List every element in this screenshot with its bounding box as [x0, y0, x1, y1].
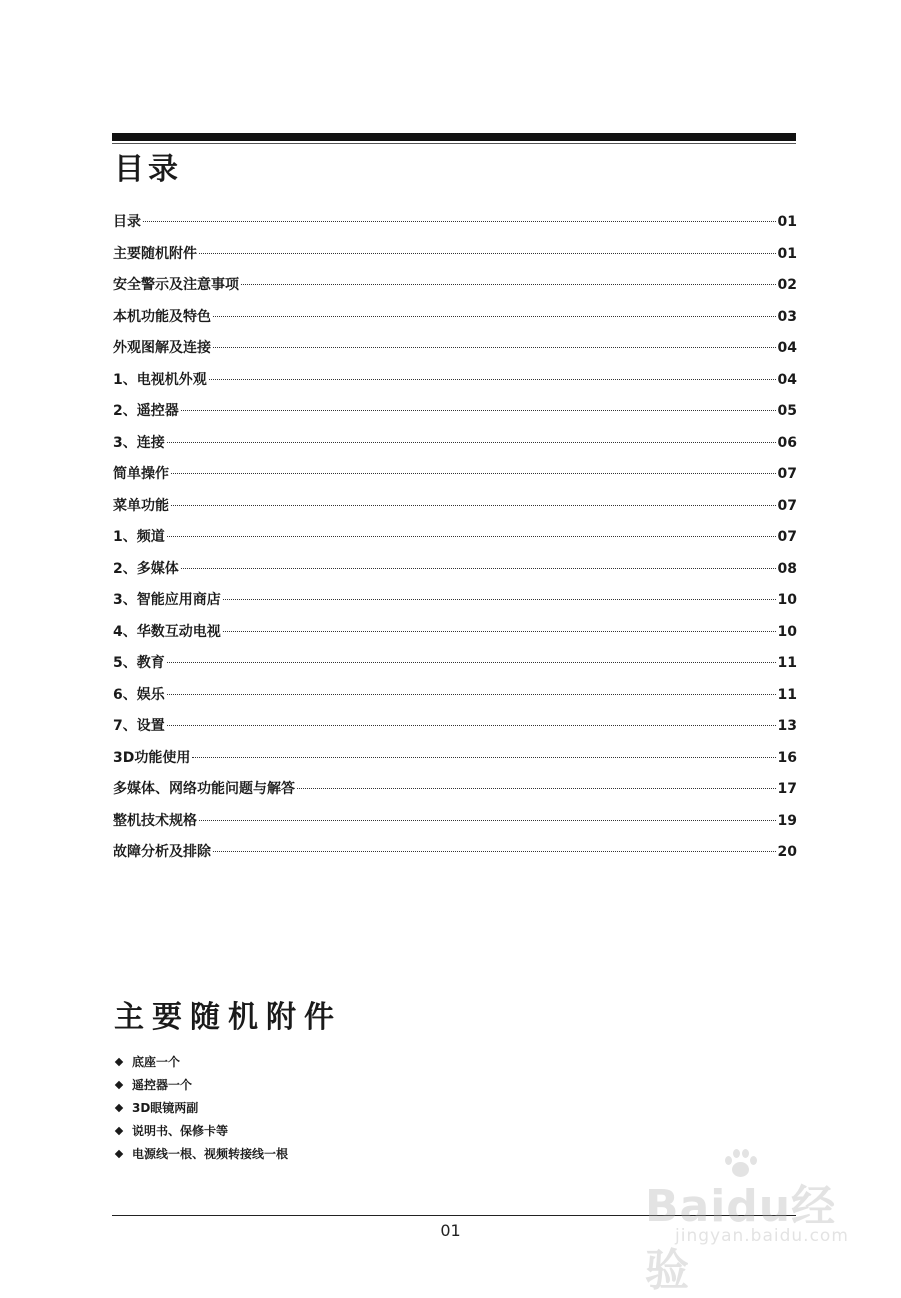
toc-entry-label: 整机技术规格	[113, 812, 197, 829]
toc-entry-page: 03	[777, 308, 797, 325]
accessory-item	[114, 1073, 288, 1096]
toc-entry-label: 3、连接	[113, 434, 165, 451]
toc-entry-label: 5、教育	[113, 655, 165, 671]
accessory-item	[114, 1050, 288, 1073]
accessory-item	[114, 1096, 288, 1119]
dot-leader	[223, 599, 776, 600]
toc-entry[interactable]	[113, 683, 797, 715]
toc-entry-page: 17	[777, 781, 797, 797]
toc-entry-page: 07	[777, 529, 797, 545]
toc-entry-label: 6、娱乐	[113, 686, 165, 703]
toc-entry-label: 菜单功能	[113, 497, 169, 514]
toc-entry-page: 04	[777, 371, 797, 388]
accessory-label: 电源线一根、视频转接线一根	[132, 1146, 289, 1161]
dot-leader	[213, 316, 776, 317]
toc-entry-page: 11	[777, 655, 797, 671]
toc-entry[interactable]	[113, 305, 797, 337]
toc-entry[interactable]	[113, 368, 797, 400]
diamond-bullet-icon	[115, 1126, 123, 1134]
accessories-title: 主要随机附件	[114, 1000, 342, 1035]
dot-leader	[167, 694, 776, 695]
toc-entry-page: 01	[777, 214, 797, 230]
toc-entry-page: 13	[777, 718, 797, 734]
accessory-label: 说明书、保修卡等	[132, 1123, 229, 1138]
dot-leader	[213, 347, 776, 348]
dot-leader	[171, 473, 776, 474]
accessory-item	[114, 1142, 288, 1165]
watermark-logo: Baidu经验	[645, 1181, 837, 1296]
toc-entry-label: 故障分析及排除	[113, 844, 211, 860]
toc-entry-label: 外观图解及连接	[113, 340, 211, 356]
dot-leader	[167, 442, 776, 443]
toc-entry-label: 多媒体、网络功能问题与解答	[113, 781, 295, 797]
dot-leader	[181, 568, 776, 569]
toc-entry-label: 7、设置	[113, 718, 165, 734]
toc-entry[interactable]	[113, 620, 797, 652]
toc-entry-page: 20	[777, 844, 797, 860]
page-number: 01	[440, 1221, 461, 1240]
toc-entry[interactable]	[113, 588, 797, 620]
header-rule	[112, 133, 796, 141]
toc-entry-label: 4、华数互动电视	[113, 623, 221, 640]
toc-entry[interactable]	[113, 525, 797, 557]
dot-leader	[143, 221, 776, 222]
toc-entry-label: 3D功能使用	[113, 749, 191, 766]
dot-leader	[181, 410, 776, 411]
accessory-label: 遥控器一个	[132, 1077, 193, 1092]
header-rule-thin	[112, 143, 796, 144]
dot-leader	[167, 725, 776, 726]
toc-entry[interactable]	[113, 462, 797, 494]
dot-leader	[167, 536, 776, 537]
diamond-bullet-icon	[115, 1080, 123, 1088]
toc-entry[interactable]	[113, 557, 797, 589]
diamond-bullet-icon	[115, 1149, 123, 1157]
toc-entry-page: 01	[777, 245, 797, 262]
toc-entry-label: 1、电视机外观	[113, 371, 207, 388]
toc-entry-page: 07	[777, 497, 797, 514]
dot-leader	[167, 662, 776, 663]
toc-entry[interactable]	[113, 210, 797, 242]
diamond-bullet-icon	[115, 1103, 123, 1111]
dot-leader	[171, 505, 776, 506]
toc-entry-page: 06	[777, 434, 797, 451]
toc-entry[interactable]	[113, 714, 797, 746]
dot-leader	[223, 631, 776, 632]
toc-list	[113, 210, 797, 872]
toc-entry[interactable]	[113, 273, 797, 305]
toc-entry-label: 2、遥控器	[113, 403, 179, 419]
toc-entry[interactable]	[113, 242, 797, 274]
dot-leader	[192, 757, 775, 758]
toc-entry-page: 19	[777, 812, 797, 829]
dot-leader	[297, 788, 776, 789]
dot-leader	[199, 820, 776, 821]
toc-title: 目录	[114, 152, 182, 187]
toc-entry-page: 05	[777, 403, 797, 419]
accessories-list	[114, 1050, 288, 1165]
toc-entry[interactable]	[113, 651, 797, 683]
toc-entry-page: 08	[777, 560, 797, 577]
toc-entry-page: 07	[777, 466, 797, 482]
toc-entry[interactable]	[113, 777, 797, 809]
dot-leader	[209, 379, 776, 380]
toc-entry-label: 2、多媒体	[113, 560, 179, 577]
baidu-watermark	[645, 1150, 875, 1296]
toc-entry-page: 02	[777, 277, 797, 293]
dot-leader	[213, 851, 776, 852]
diamond-bullet-icon	[115, 1057, 123, 1065]
toc-entry-label: 1、频道	[113, 529, 165, 545]
toc-entry-label: 主要随机附件	[113, 245, 197, 262]
toc-entry[interactable]	[113, 336, 797, 368]
toc-entry[interactable]	[113, 746, 797, 778]
toc-entry[interactable]	[113, 431, 797, 463]
toc-entry-label: 安全警示及注意事项	[113, 277, 239, 293]
dot-leader	[241, 284, 776, 285]
toc-entry-label: 简单操作	[113, 466, 169, 482]
toc-entry-page: 10	[777, 623, 797, 640]
toc-entry-page: 16	[777, 749, 797, 766]
toc-entry[interactable]	[113, 809, 797, 841]
toc-entry-label: 目录	[113, 214, 141, 230]
accessory-label: 底座一个	[132, 1054, 181, 1069]
accessory-item	[114, 1119, 288, 1142]
toc-entry[interactable]	[113, 399, 797, 431]
dot-leader	[199, 253, 776, 254]
toc-entry-label: 3、智能应用商店	[113, 592, 221, 608]
accessory-label: 3D眼镜两副	[132, 1100, 199, 1115]
toc-entry-page: 11	[777, 686, 797, 703]
watermark-url: jingyan.baidu.com	[675, 1226, 849, 1246]
toc-entry[interactable]	[113, 494, 797, 526]
toc-entry[interactable]	[113, 840, 797, 872]
toc-entry-page: 04	[777, 340, 797, 356]
toc-entry-page: 10	[777, 592, 797, 608]
toc-entry-label: 本机功能及特色	[113, 308, 211, 325]
